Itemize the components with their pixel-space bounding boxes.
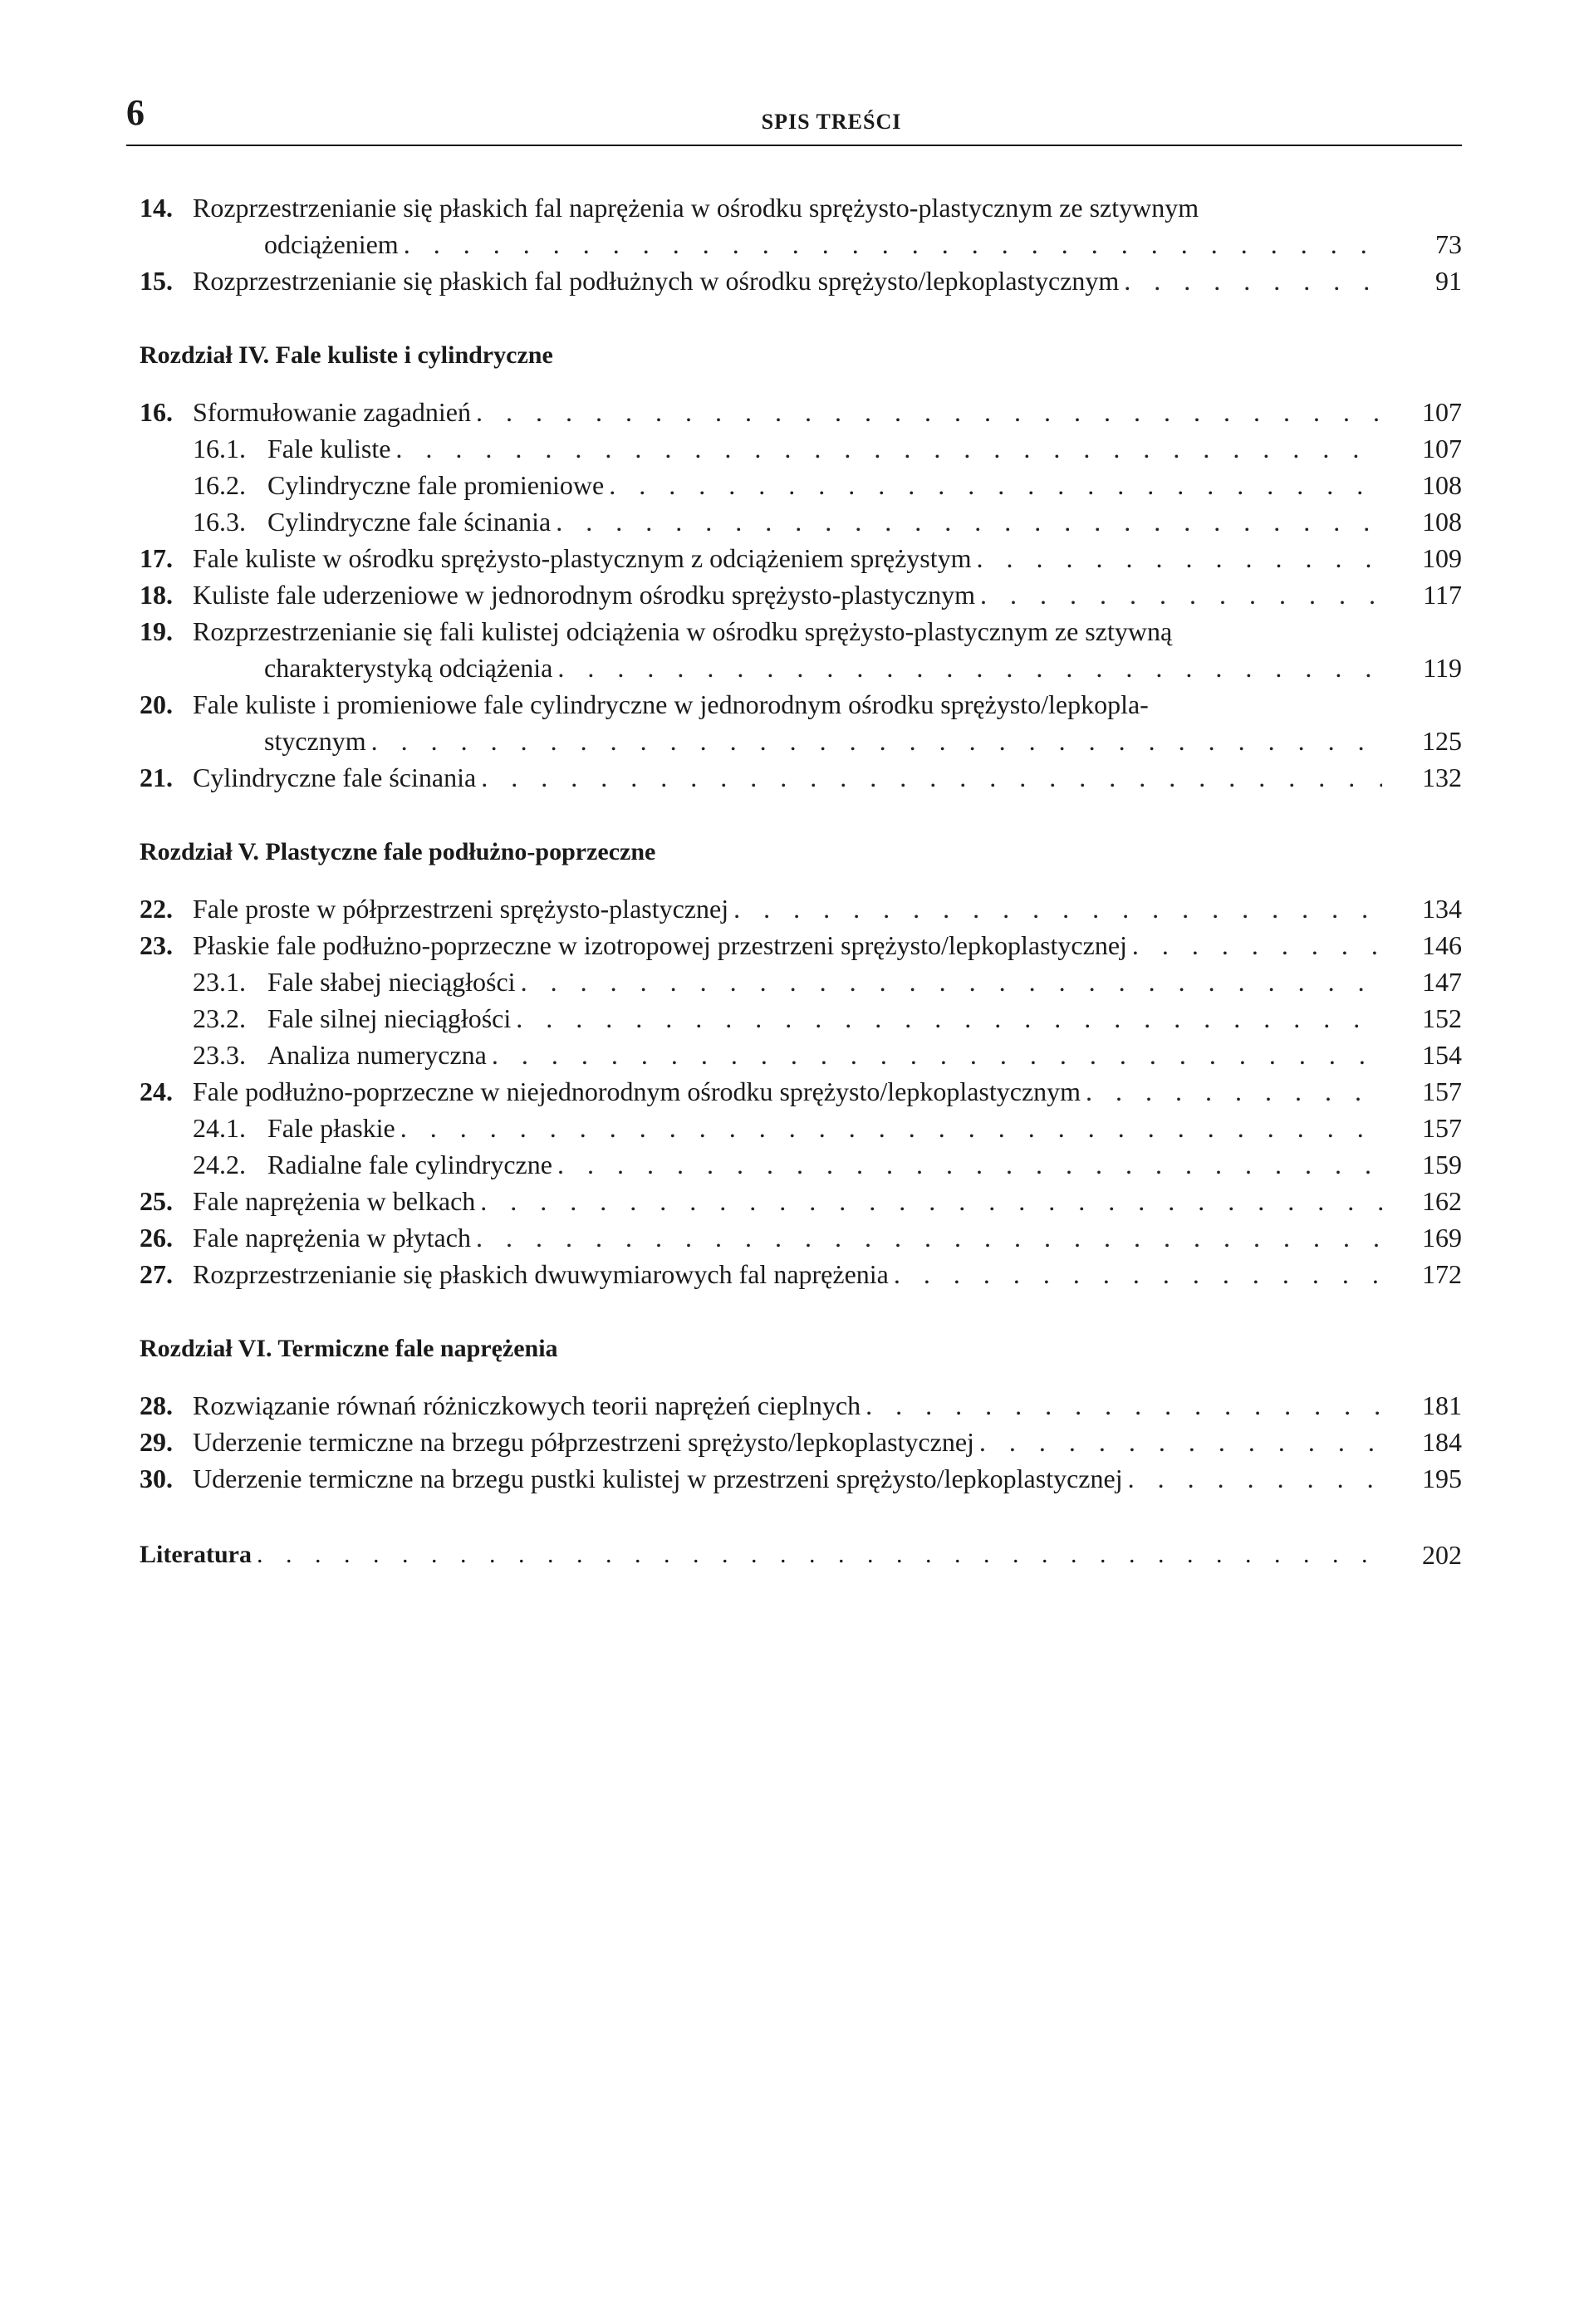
dot-leader	[552, 650, 1382, 686]
entry-title-line	[193, 1387, 1382, 1424]
entry-page-number: 125	[1422, 726, 1462, 756]
chapter-heading	[140, 836, 1462, 869]
entry-title-text: stycznym	[264, 726, 366, 756]
entry-number: 23.1.	[193, 967, 246, 997]
entry-title-line: Fale kuliste i promieniowe fale cylindryczne w jednorodnym ośrodku sprężysto/lepkopla-	[193, 689, 1149, 719]
dot-leader	[889, 1256, 1382, 1292]
entry-title-line	[193, 650, 1382, 686]
entry-number: 16.	[140, 397, 173, 427]
toc-entry	[140, 189, 1462, 262]
entry-title-text: Sformułowanie zagadnień	[193, 397, 471, 427]
entry-page-number: 108	[1422, 470, 1462, 500]
entry-title-text: odciążeniem	[264, 229, 399, 259]
entry-number: 24.1.	[193, 1113, 246, 1143]
entry-title-text: Cylindryczne fale promieniowe	[267, 470, 605, 500]
entry-page-number: 119	[1423, 653, 1462, 683]
dot-leader	[252, 1537, 1382, 1573]
entry-number: 28.	[140, 1390, 173, 1420]
entry-title	[193, 189, 1382, 262]
dot-leader	[475, 1183, 1382, 1219]
entry-title	[267, 1146, 1382, 1183]
entry-title-text: Fale naprężenia w płytach	[193, 1223, 471, 1253]
toc-subentry	[140, 503, 1462, 540]
toc-entry	[140, 1256, 1462, 1292]
entry-title-line	[193, 394, 1382, 430]
entry-title-text: Radialne fale cylindryczne	[267, 1150, 552, 1179]
entry-number: 14.	[140, 193, 173, 223]
dot-leader	[1127, 927, 1382, 963]
entry-title-line	[267, 430, 1382, 467]
entry-number: 20.	[140, 689, 173, 719]
entry-title-text: Fale naprężenia w belkach	[193, 1186, 476, 1216]
entry-number: 16.1.	[193, 434, 246, 463]
entry-title-line	[193, 540, 1382, 576]
entry-number: 23.3.	[193, 1040, 246, 1070]
entry-page-number: 157	[1422, 1113, 1462, 1143]
entry-number: 30.	[140, 1464, 173, 1493]
literature-page-number: 202	[1422, 1540, 1462, 1570]
entry-title-line	[193, 1073, 1382, 1110]
toc-chapter-section	[140, 836, 1462, 1292]
dot-leader	[728, 890, 1382, 927]
chapter-label: Rozdział IV.	[140, 341, 270, 369]
entry-page-number: 152	[1422, 1003, 1462, 1033]
entry-title	[267, 503, 1382, 540]
toc-entry	[140, 1219, 1462, 1256]
entry-title-line	[267, 467, 1382, 503]
entry-title-line	[193, 1424, 1382, 1460]
toc-chapter-section	[140, 1332, 1462, 1497]
table-of-contents	[140, 189, 1462, 1573]
entry-title-line	[193, 262, 1382, 299]
chapter-title: Termiczne fale naprężenia	[277, 1335, 558, 1362]
entry-title	[193, 927, 1382, 963]
entry-title	[193, 1219, 1382, 1256]
entry-title	[193, 1387, 1382, 1424]
entry-title-line	[193, 1460, 1382, 1497]
toc-subentry	[140, 430, 1462, 467]
toc-entry	[140, 394, 1462, 430]
entry-title	[267, 963, 1382, 1000]
entry-title-text: Fale kuliste w ośrodku sprężysto-plastycznym z odciążeniem sprężystym	[193, 543, 972, 573]
entry-page-number: 91	[1435, 266, 1462, 296]
entry-title-line	[267, 1146, 1382, 1183]
dot-leader	[399, 226, 1382, 262]
entry-page-number: 107	[1422, 434, 1462, 463]
entry-page-number: 169	[1422, 1223, 1462, 1253]
entry-title-line	[193, 927, 1382, 963]
entry-title-line	[267, 1000, 1382, 1037]
entry-page-number: 108	[1422, 507, 1462, 537]
entry-title-line	[267, 503, 1382, 540]
entry-title	[193, 1424, 1382, 1460]
entry-title	[193, 1183, 1382, 1219]
dot-leader	[471, 394, 1382, 430]
entry-number: 25.	[140, 1186, 173, 1216]
entry-page-number: 147	[1422, 967, 1462, 997]
entry-title	[267, 467, 1382, 503]
entry-page-number: 159	[1422, 1150, 1462, 1179]
entry-title	[193, 890, 1382, 927]
entry-title	[267, 1000, 1382, 1037]
entry-title	[193, 576, 1382, 613]
entry-page-number: 73	[1435, 229, 1462, 259]
entry-title-line	[267, 963, 1382, 1000]
entry-title-text: Rozprzestrzenianie się płaskich dwuwymiarowych fal naprężenia	[193, 1259, 889, 1289]
dot-leader	[974, 1424, 1382, 1460]
entry-title	[193, 394, 1382, 430]
entry-number: 26.	[140, 1223, 173, 1253]
entry-title-text: Fale podłużno-poprzeczne w niejednorodnym ośrodku sprężysto/lepkoplastycznym	[193, 1076, 1081, 1106]
dot-leader	[395, 1110, 1382, 1146]
toc-chapter-section	[140, 339, 1462, 796]
entry-page-number: 172	[1422, 1259, 1462, 1289]
entry-title-text: Fale płaskie	[267, 1113, 395, 1143]
entry-title-text: Fale silnej nieciągłości	[267, 1003, 512, 1033]
entry-page-number: 154	[1422, 1040, 1462, 1070]
dot-leader	[1123, 1460, 1382, 1497]
entry-page-number: 134	[1422, 894, 1462, 924]
toc-subentry	[140, 1037, 1462, 1073]
entry-page-number: 184	[1422, 1427, 1462, 1457]
dot-leader	[366, 723, 1382, 759]
toc-subentry	[140, 963, 1462, 1000]
literature-line	[140, 1537, 1382, 1573]
entry-title-text: Rozprzestrzenianie się płaskich fal podłużnych w ośrodku sprężysto/lepkoplastycznym	[193, 266, 1120, 296]
running-title: SPIS TREŚCI	[761, 110, 902, 134]
entry-number: 18.	[140, 580, 173, 610]
entry-page-number: 157	[1422, 1076, 1462, 1106]
toc-entry	[140, 1183, 1462, 1219]
dot-leader	[975, 576, 1382, 613]
entry-title-text: Cylindryczne fale ścinania	[267, 507, 552, 537]
toc-entry	[140, 890, 1462, 927]
entry-title-text: Fale kuliste	[267, 434, 391, 463]
entry-title-text: Rozwiązanie równań różniczkowych teorii naprężeń cieplnych	[193, 1390, 861, 1420]
entry-title	[193, 686, 1382, 759]
entry-number: 29.	[140, 1427, 173, 1457]
toc-entry	[140, 1073, 1462, 1110]
chapter-title: Plastyczne fale podłużno-poprzeczne	[265, 838, 656, 865]
dot-leader	[516, 963, 1382, 1000]
dot-leader	[551, 503, 1382, 540]
entry-page-number: 107	[1422, 397, 1462, 427]
page-header	[126, 93, 1462, 146]
toc-entry	[140, 613, 1462, 686]
entry-title	[193, 1256, 1382, 1292]
toc-subentry	[140, 1146, 1462, 1183]
entry-title	[267, 1037, 1382, 1073]
entry-title-line	[267, 1110, 1382, 1146]
entry-title-text: Kuliste fale uderzeniowe w jednorodnym ośrodku sprężysto-plastycznym	[193, 580, 975, 610]
entry-page-number: 117	[1423, 580, 1462, 610]
chapter-title: Fale kuliste i cylindryczne	[275, 341, 553, 369]
chapter-heading	[140, 1332, 1462, 1365]
entry-number: 19.	[140, 616, 173, 646]
toc-entry	[140, 927, 1462, 963]
entry-title-text: Cylindryczne fale ścinania	[193, 762, 477, 792]
entry-number: 24.	[140, 1076, 173, 1106]
page-number: 6	[126, 92, 145, 133]
entry-number: 15.	[140, 266, 173, 296]
entry-title-line	[193, 723, 1382, 759]
dot-leader	[511, 1000, 1382, 1037]
dot-leader	[487, 1037, 1382, 1073]
entry-number: 23.2.	[193, 1003, 246, 1033]
chapter-label: Rozdział V.	[140, 838, 259, 865]
entry-page-number: 132	[1422, 762, 1462, 792]
toc-entry	[140, 1424, 1462, 1460]
entry-page-number: 181	[1422, 1390, 1462, 1420]
entry-title-text: Uderzenie termiczne na brzegu pustki kulistej w przestrzeni sprężysto/lepkoplastycznej	[193, 1464, 1123, 1493]
entry-title-line	[193, 759, 1382, 796]
dot-leader	[390, 430, 1382, 467]
entry-title	[193, 1460, 1382, 1497]
entry-title-text: Fale słabej nieciągłości	[267, 967, 516, 997]
entry-number: 16.2.	[193, 470, 246, 500]
dot-leader	[552, 1146, 1382, 1183]
entry-title-text: charakterystyką odciążenia	[264, 653, 553, 683]
dot-leader	[604, 467, 1382, 503]
toc-entry	[140, 1460, 1462, 1497]
entry-title	[193, 262, 1382, 299]
dot-leader	[972, 540, 1382, 576]
entry-title-text: Płaskie fale podłużno-poprzeczne w izotropowej przestrzeni sprężysto/lepkoplastycznej	[193, 930, 1127, 960]
dot-leader	[861, 1387, 1382, 1424]
entry-title-line	[193, 890, 1382, 927]
entry-number: 23.	[140, 930, 173, 960]
entry-number: 27.	[140, 1259, 173, 1289]
entry-number: 22.	[140, 894, 173, 924]
dot-leader	[476, 759, 1382, 796]
chapter-heading	[140, 339, 1462, 372]
entry-title-line	[193, 226, 1382, 262]
entry-title	[193, 540, 1382, 576]
entry-number: 17.	[140, 543, 173, 573]
toc-entry	[140, 540, 1462, 576]
toc-subentry	[140, 1000, 1462, 1037]
entry-title-line	[193, 1183, 1382, 1219]
dot-leader	[471, 1219, 1382, 1256]
entry-page-number: 162	[1422, 1186, 1462, 1216]
toc-entry	[140, 759, 1462, 796]
entry-title-line	[193, 576, 1382, 613]
toc-entry	[140, 262, 1462, 299]
literature-label: Literatura	[140, 1541, 252, 1568]
toc-lead-section	[140, 189, 1462, 299]
dot-leader	[1081, 1073, 1382, 1110]
entry-title	[267, 1110, 1382, 1146]
entry-title-line: Rozprzestrzenianie się fali kulistej odciążenia w ośrodku sprężysto-plastycznym ze sztywną	[193, 616, 1173, 646]
entry-title-text: Uderzenie termiczne na brzegu półprzestrzeni sprężysto/lepkoplastycznej	[193, 1427, 974, 1457]
entry-title-text: Analiza numeryczna	[267, 1040, 487, 1070]
entry-title-line	[193, 1219, 1382, 1256]
toc-subentry	[140, 467, 1462, 503]
entry-page-number: 146	[1422, 930, 1462, 960]
entry-page-number: 195	[1422, 1464, 1462, 1493]
entry-title	[193, 759, 1382, 796]
entry-page-number: 109	[1422, 543, 1462, 573]
entry-title-text: Fale proste w półprzestrzeni sprężysto-plastycznej	[193, 894, 729, 924]
toc-entry	[140, 1387, 1462, 1424]
dot-leader	[1119, 262, 1382, 299]
entry-title	[193, 613, 1382, 686]
toc-entry	[140, 686, 1462, 759]
entry-title-line	[193, 1256, 1382, 1292]
entry-title-line	[267, 1037, 1382, 1073]
entry-number: 21.	[140, 762, 173, 792]
entry-title	[193, 1073, 1382, 1110]
toc-entry	[140, 576, 1462, 613]
literature-entry	[140, 1537, 1462, 1573]
chapter-label: Rozdział VI.	[140, 1335, 272, 1362]
entry-title-line: Rozprzestrzenianie się płaskich fal naprężenia w ośrodku sprężysto-plastycznym ze sztywnym	[193, 193, 1199, 223]
toc-subentry	[140, 1110, 1462, 1146]
entry-title	[267, 430, 1382, 467]
entry-number: 24.2.	[193, 1150, 246, 1179]
entry-number: 16.3.	[193, 507, 246, 537]
